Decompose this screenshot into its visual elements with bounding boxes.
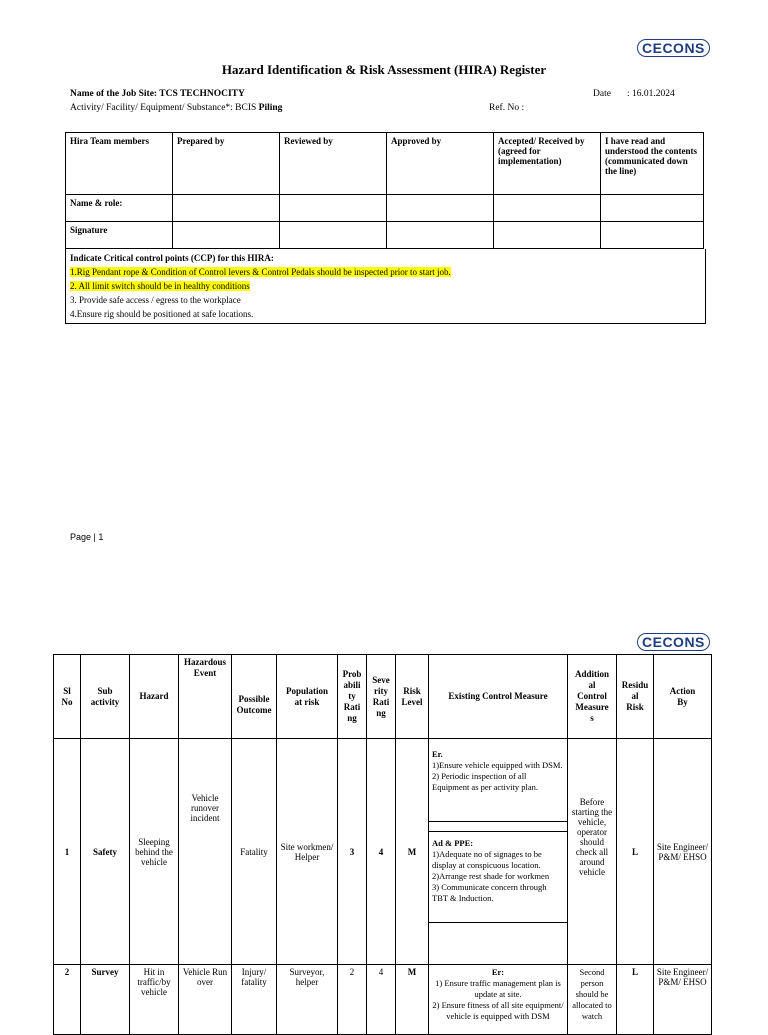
- er-text: 1) Ensure traffic management plan is update at site. 2) Ensure fitness of all site equipment/ vehicle is equipped with DSM: [432, 978, 564, 1021]
- team-cell: [173, 222, 280, 249]
- job-site-label: Name of the Job Site: TCS TECHNOCITY: [70, 89, 245, 99]
- col-header-additional-control: Addition al Control Measure s: [568, 655, 617, 739]
- signature-row: [66, 222, 704, 249]
- ccp-heading: Indicate Critical control points (CCP) for this HIRA:: [70, 253, 274, 263]
- ccp-item: 4.Ensure rig should be positioned at safe locations.: [70, 309, 254, 319]
- col-header-action-by: Action By: [654, 655, 712, 739]
- sl-cell: 2: [54, 965, 81, 1035]
- team-cell: [494, 222, 601, 249]
- residual-risk-cell: L: [617, 739, 654, 965]
- team-header-cell: Prepared by: [173, 133, 280, 195]
- cecons-logo: CECONS: [637, 633, 710, 651]
- ad-ppe-block: [429, 832, 567, 923]
- col-header-probability: Prob abili ty Rati ng: [338, 655, 367, 739]
- action-by-cell: Site Engineer/ P&M/ EHSO: [654, 965, 712, 1035]
- sub-activity-cell: Safety: [81, 739, 130, 965]
- col-header-population: Population at risk: [277, 655, 338, 739]
- team-cell: [387, 195, 494, 222]
- activity-value: Piling: [258, 103, 283, 113]
- ccp-item: [70, 265, 701, 279]
- severity-cell: 4: [367, 965, 396, 1035]
- action-by-cell: Site Engineer/ P&M/ EHSO: [654, 739, 712, 965]
- page-footer: Page | 1: [70, 532, 104, 542]
- additional-control-cell: Before starting the vehicle, operator should check all around vehicle: [568, 739, 617, 965]
- outcome-cell: Injury/ fatality: [232, 965, 277, 1035]
- probability-cell: 3: [338, 739, 367, 965]
- risk-level-cell: M: [396, 965, 429, 1035]
- team-header-cell: Accepted/ Received by (agreed for implementation): [494, 133, 601, 195]
- severity-cell: 4: [367, 739, 396, 965]
- probability-cell: 2: [338, 965, 367, 1035]
- cecons-logo: CECONS: [637, 39, 710, 57]
- name-role-row: [66, 195, 704, 222]
- ccp-item-text: 2. All limit switch should be in healthy conditions: [70, 281, 250, 291]
- col-header-hazardous-event: Hazardous Event: [179, 655, 232, 739]
- existing-control-cell: [429, 965, 568, 1035]
- er-text: 1)Ensure vehicle equipped with DSM. 2) Periodic inspection of all Equipment as per activity plan.: [432, 760, 563, 792]
- population-cell: Site workmen/ Helper: [277, 739, 338, 965]
- team-cell: [173, 195, 280, 222]
- team-header-cell: Reviewed by: [280, 133, 387, 195]
- additional-control-cell: Second person should be allocated to watch: [568, 965, 617, 1035]
- col-header-risk-level: Risk Level: [396, 655, 429, 739]
- divider: [429, 822, 567, 832]
- name-role-label: Name & role:: [66, 195, 173, 222]
- event-cell: Vehicle runover incident: [179, 739, 232, 965]
- team-cell: [494, 195, 601, 222]
- date-value: : 16.01.2024: [627, 89, 675, 99]
- col-header-sl: Sl No: [54, 655, 81, 739]
- activity-line: [70, 103, 282, 113]
- team-cell: [387, 222, 494, 249]
- er-title: Er.: [432, 749, 443, 759]
- sl-cell: 1: [54, 739, 81, 965]
- team-cell: [280, 195, 387, 222]
- signature-label: Signature: [66, 222, 173, 249]
- col-header-hazard: Hazard: [130, 655, 179, 739]
- ccp-item-text: 1.Rig Pendant rope & Condition of Control levers & Control Pedals should be inspected prior to start job.: [70, 267, 451, 277]
- ad-ppe-text: 1)Adequate no of signages to be display at conspicuous location. 2)Arrange rest shade for workmen 3) Communicate concern through TBT & Induction.: [432, 849, 550, 903]
- team-table: [65, 132, 704, 249]
- hazard-cell: Hit in traffic/by vehicle: [130, 965, 179, 1035]
- risk-table: [53, 654, 712, 1035]
- col-header-severity: Seve rity Rati ng: [367, 655, 396, 739]
- table-row: [54, 739, 712, 965]
- population-cell: Surveyor, helper: [277, 965, 338, 1035]
- ad-ppe-title: Ad & PPE:: [432, 838, 474, 848]
- col-header-residual-risk: Residu al Risk: [617, 655, 654, 739]
- ref-no-label: Ref. No :: [489, 103, 525, 113]
- ccp-box: [65, 249, 706, 324]
- team-cell: [280, 222, 387, 249]
- team-cell: [601, 195, 704, 222]
- team-header-cell: I have read and understood the contents (communicated down the line): [601, 133, 704, 195]
- residual-risk-cell: L: [617, 965, 654, 1035]
- sub-activity-cell: Survey: [81, 965, 130, 1035]
- er-title: Er:: [491, 967, 505, 977]
- date-label: Date: [593, 89, 611, 99]
- team-header-cell: Hira Team members: [66, 133, 173, 195]
- team-header-cell: Approved by: [387, 133, 494, 195]
- existing-control-cell: [429, 739, 568, 965]
- col-header-possible-outcome: Possible Outcome: [232, 655, 277, 739]
- team-cell: [601, 222, 704, 249]
- activity-label: Activity/ Facility/ Equipment/ Substance*: BCIS: [70, 103, 259, 113]
- outcome-cell: Fatality: [232, 739, 277, 965]
- risk-level-cell: M: [396, 739, 429, 965]
- er-block: [429, 743, 567, 822]
- col-header-sub-activity: Sub activity: [81, 655, 130, 739]
- risk-header-row: [54, 655, 712, 739]
- ccp-item: 3. Provide safe access / egress to the workplace: [70, 295, 241, 305]
- team-header-row: [66, 133, 704, 195]
- hazard-cell: Sleeping behind the vehicle: [130, 739, 179, 965]
- col-header-existing-control: Existing Control Measure: [429, 655, 568, 739]
- table-row: [54, 965, 712, 1035]
- page-title: Hazard Identification & Risk Assessment (HIRA) Register: [221, 62, 547, 77]
- ccp-item: [70, 279, 701, 293]
- event-cell: Vehicle Run over: [179, 965, 232, 1035]
